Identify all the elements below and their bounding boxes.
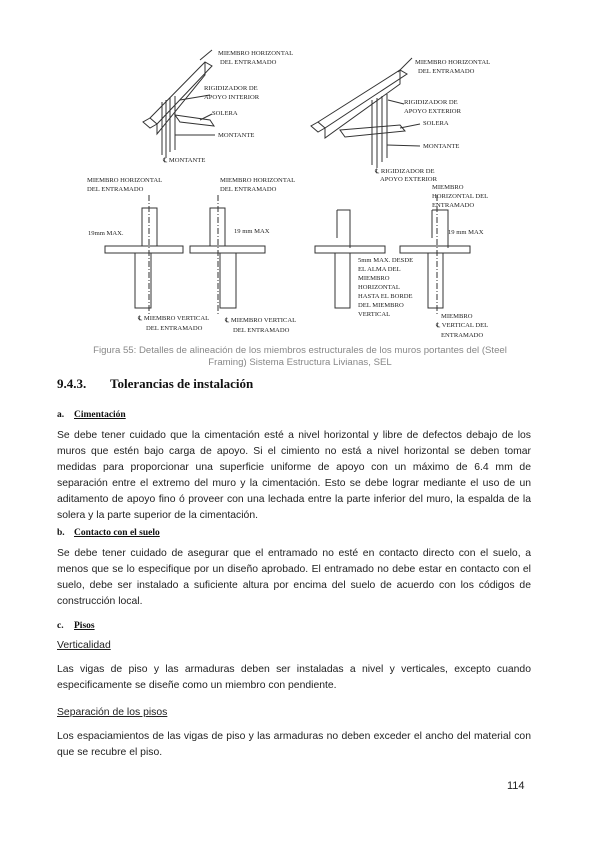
subsection-title: Cimentación bbox=[74, 410, 126, 420]
svg-text:HASTA EL BORDE: HASTA EL BORDE bbox=[358, 293, 413, 300]
verticalidad-heading: Verticalidad bbox=[57, 640, 111, 651]
svg-text:APOYO EXTERIOR: APOYO EXTERIOR bbox=[380, 176, 437, 183]
section-number: 9.4.3. bbox=[57, 376, 87, 391]
svg-text:ENTRAMADO: ENTRAMADO bbox=[432, 202, 475, 209]
svg-text:HORIZONTAL DEL: HORIZONTAL DEL bbox=[432, 193, 489, 200]
svg-text:℄ VERTICAL DEL: ℄ VERTICAL DEL bbox=[436, 322, 489, 329]
svg-text:HORIZONTAL: HORIZONTAL bbox=[358, 284, 400, 291]
svg-text:EL ALMA DEL: EL ALMA DEL bbox=[358, 266, 401, 273]
svg-text:MONTANTE: MONTANTE bbox=[423, 143, 460, 150]
caption-line: Framing) Sistema Estructura Livianas, SEL bbox=[208, 357, 392, 368]
svg-text:SOLERA: SOLERA bbox=[423, 120, 449, 127]
svg-text:RIGIDIZADOR DE: RIGIDIZADOR DE bbox=[204, 85, 258, 92]
svg-text:DEL ENTRAMADO: DEL ENTRAMADO bbox=[87, 186, 144, 193]
svg-text:DEL ENTRAMADO: DEL ENTRAMADO bbox=[233, 327, 290, 334]
section-heading bbox=[57, 376, 253, 392]
svg-text:RIGIDIZADOR DE: RIGIDIZADOR DE bbox=[404, 99, 458, 106]
svg-text:DEL MIEMBRO: DEL MIEMBRO bbox=[358, 302, 404, 309]
svg-text:19 mm MAX: 19 mm MAX bbox=[448, 229, 484, 236]
svg-text:5mm MAX. DESDE: 5mm MAX. DESDE bbox=[358, 257, 414, 264]
subsection-title: Contacto con el suelo bbox=[74, 528, 160, 538]
svg-text:MIEMBRO: MIEMBRO bbox=[358, 275, 390, 282]
svg-text:APOYO INTERIOR: APOYO INTERIOR bbox=[204, 94, 260, 101]
subsection-a-heading bbox=[57, 410, 126, 420]
paragraph-contacto-suelo: Se debe tener cuidado de asegurar que el entramado no esté en contacto directo con el suelo, a menos que se lo especifique por un diseño aprobado. El entramado no debe estar en contacto con el suelo, debe ser instalado a suficiente altura por encima del suelo de acuerdo con los códigos de construcción local. bbox=[57, 548, 531, 608]
section-detail-2 bbox=[190, 195, 265, 315]
paragraph-verticalidad: Las vigas de piso y las armaduras deben ser instaladas a nivel y verticales, excepto cuando especificamente se diseñe como un miembro con pendiente. bbox=[57, 664, 531, 692]
svg-text:℄ MIEMBRO VERTICAL: ℄ MIEMBRO VERTICAL bbox=[138, 315, 210, 322]
svg-text:DEL ENTRAMADO: DEL ENTRAMADO bbox=[220, 186, 277, 193]
svg-text:MIEMBRO HORIZONTAL: MIEMBRO HORIZONTAL bbox=[415, 59, 491, 66]
svg-text:℄ MIEMBRO VERTICAL: ℄ MIEMBRO VERTICAL bbox=[225, 317, 297, 324]
svg-text:℄ RIGIDIZADOR DE: ℄ RIGIDIZADOR DE bbox=[375, 168, 435, 175]
paragraph-separacion: Los espaciamientos de las vigas de piso y las armaduras no deben exceder el ancho del material con que se recubre el piso. bbox=[57, 731, 531, 759]
figure-labels bbox=[87, 50, 490, 339]
svg-text:MIEMBRO: MIEMBRO bbox=[432, 184, 464, 191]
svg-text:SOLERA: SOLERA bbox=[212, 110, 238, 117]
subsection-c-heading bbox=[57, 621, 95, 631]
subsection-b-heading bbox=[57, 528, 160, 538]
svg-text:MIEMBRO HORIZONTAL: MIEMBRO HORIZONTAL bbox=[87, 177, 163, 184]
svg-text:℄ MONTANTE: ℄ MONTANTE bbox=[163, 157, 206, 164]
section-title: Tolerancias de instalación bbox=[110, 376, 254, 391]
svg-text:APOYO EXTERIOR: APOYO EXTERIOR bbox=[404, 108, 461, 115]
caption-line: Figura 55: Detalles de alineación de los miembros estructurales de los muros portantes del (Steel bbox=[93, 345, 507, 356]
subsection-letter: a. bbox=[57, 410, 65, 420]
paragraph-cimentacion: Se debe tener cuidado que la cimentación esté a nivel horizontal y libre de defectos debajo de los muros que estén bajo carga de apoyo. Si el cimiento no está a nivel horizontal se deben tomar medidas para proporcionar una superficie uniforme de apoyo con un máximo de 6.4 mm de separación entre el extremo del muro y la cimentación. Esto se debe lograr mediante el uso de un aditamento de apoyo fino ó proveer con una lechada entre la parte inferior del muro, la espalda de la solera y la parte superior de la cimentación. bbox=[57, 430, 531, 522]
svg-text:MIEMBRO: MIEMBRO bbox=[441, 313, 473, 320]
subsection-title: Pisos bbox=[74, 621, 95, 631]
svg-text:MIEMBRO HORIZONTAL: MIEMBRO HORIZONTAL bbox=[218, 50, 294, 57]
framing-alignment-figure bbox=[0, 0, 601, 345]
svg-text:VERTICAL: VERTICAL bbox=[358, 311, 391, 318]
svg-text:DEL ENTRAMADO: DEL ENTRAMADO bbox=[220, 59, 277, 66]
figure-caption bbox=[60, 345, 540, 369]
svg-text:MIEMBRO HORIZONTAL: MIEMBRO HORIZONTAL bbox=[220, 177, 296, 184]
svg-text:19 mm MAX: 19 mm MAX bbox=[234, 228, 270, 235]
page-number: 114 bbox=[507, 780, 525, 792]
svg-text:DEL ENTRAMADO: DEL ENTRAMADO bbox=[418, 68, 475, 75]
svg-text:DEL ENTRAMADO: DEL ENTRAMADO bbox=[146, 325, 203, 332]
subsection-letter: b. bbox=[57, 528, 65, 538]
svg-text:19mm MAX.: 19mm MAX. bbox=[88, 230, 124, 237]
separacion-heading: Separación de los pisos bbox=[57, 707, 168, 718]
svg-text:ENTRAMADO: ENTRAMADO bbox=[441, 332, 484, 339]
subsection-letter: c. bbox=[57, 621, 64, 631]
svg-text:MONTANTE: MONTANTE bbox=[218, 132, 255, 139]
isometric-detail-interior bbox=[143, 50, 215, 158]
section-detail-1 bbox=[105, 195, 183, 315]
